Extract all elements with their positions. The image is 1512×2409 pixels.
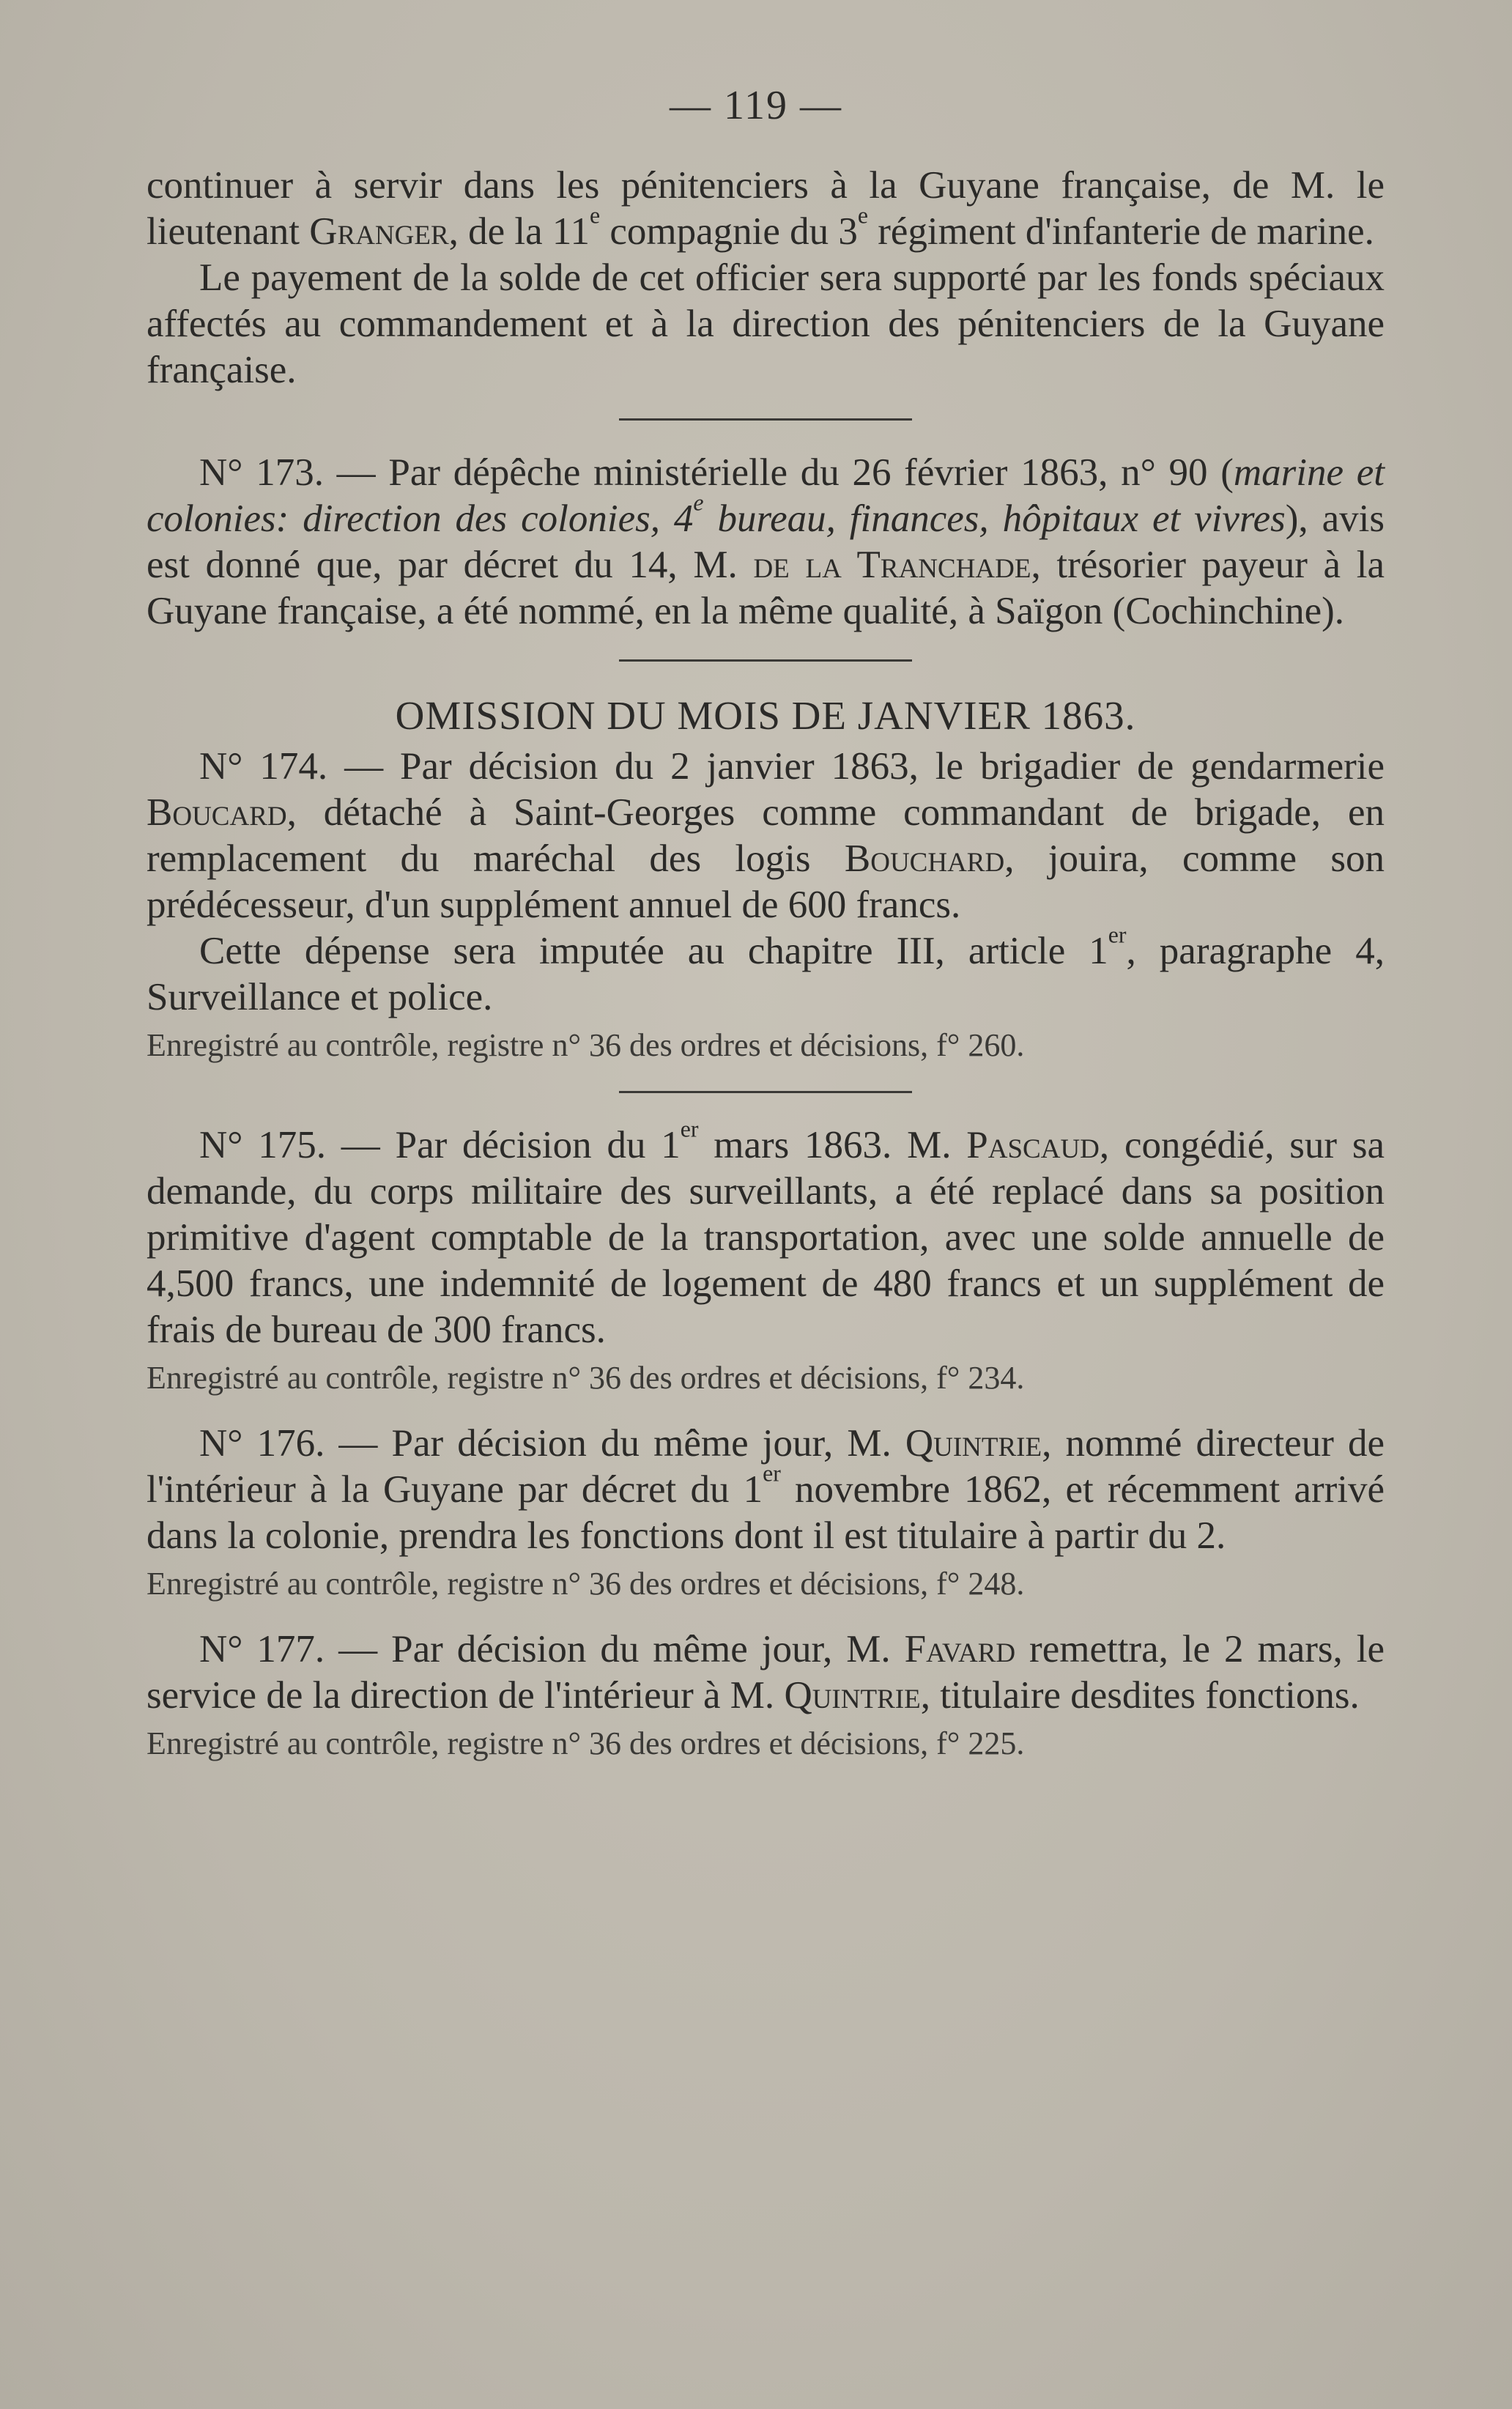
person-name: Bouchard bbox=[844, 837, 1005, 880]
section-heading: OMISSION DU MOIS DE JANVIER 1863. bbox=[395, 693, 1136, 738]
entry-174: N° 174. — Par décision du 2 janvier 1863, le brigadier de gendarmerie Boucard, détaché à Saint-Georges comme commandant de brigade, en remplacement du maréchal des logis Bouchard, jouira, comme son prédécesseur, d'un supplément annuel de 600 francs. bbox=[147, 745, 1385, 926]
entry-176: N° 176. — Par décision du même jour, M. Quintrie, nommé directeur de l'intérieur à la Guyane par décret du 1er novembre 1862, et récemment arrivé dans la colonie, prendra les fonctions dont il est titulaire à partir du 2. bbox=[147, 1422, 1385, 1557]
person-name: de la Tranchade bbox=[753, 544, 1031, 586]
person-name: Boucard bbox=[147, 791, 287, 834]
person-name: Quintrie bbox=[905, 1422, 1042, 1465]
registration-note: Enregistré au contrôle, registre n° 36 des ordres et décisions, f° 234. bbox=[147, 1360, 1025, 1396]
separator-rule bbox=[619, 418, 912, 421]
intro-paragraph: continuer à servir dans les pénitenciers à la Guyane française, de M. le lieutenant Granger, de la 11e compagnie du 3e régiment d'infanterie de marine. bbox=[147, 164, 1385, 253]
separator-rule bbox=[619, 1091, 912, 1093]
separator-rule bbox=[619, 659, 912, 662]
registration-note: Enregistré au contrôle, registre n° 36 des ordres et décisions, f° 225. bbox=[147, 1725, 1025, 1761]
page-number: — 119 — bbox=[670, 83, 842, 128]
registration-note: Enregistré au contrôle, registre n° 36 des ordres et décisions, f° 248. bbox=[147, 1566, 1025, 1602]
person-name: Quintrie bbox=[784, 1674, 921, 1717]
registration-note: Enregistré au contrôle, registre n° 36 des ordres et décisions, f° 260. bbox=[147, 1027, 1025, 1063]
entry-177: N° 177. — Par décision du même jour, M. Favard remettra, le 2 mars, le service de la direction de l'intérieur à M. Quintrie, titulaire desdites fonctions. bbox=[147, 1628, 1385, 1717]
person-name: Granger bbox=[309, 210, 449, 253]
entry-174-note: Cette dépense sera imputée au chapitre III, article 1er, paragraphe 4, Surveillance et police. bbox=[147, 922, 1385, 1018]
person-name: Pascaud bbox=[966, 1124, 1100, 1166]
person-name: Favard bbox=[904, 1628, 1016, 1670]
entry-173: N° 173. — Par dépêche ministérielle du 26 février 1863, n° 90 (marine et colonies: direction des colonies, 4e bureau, finances, hôpitaux et vivres), avis est donné que, par décret du 14, M. de la Tranchade, trésorier payeur à la Guyane française, a été nommé, en la même qualité, à Saïgon (Cochinchine). bbox=[147, 451, 1385, 632]
intro-paragraph-2: Le payement de la solde de cet officier sera supporté par les fonds spéciaux affectés au commandement et à la direction des pénitenciers de la Guyane française. bbox=[147, 256, 1385, 391]
main-column bbox=[147, 163, 1385, 1764]
entry-175: N° 175. — Par décision du 1er mars 1863. M. Pascaud, congédié, sur sa demande, du corps militaire des surveillants, a été replacé dans sa position primitive d'agent comptable de la transportation, avec une solde annuelle de 4,500 francs, une indemnité de logement de 480 francs et un supplément de frais de bureau de 300 francs. bbox=[147, 1116, 1385, 1351]
